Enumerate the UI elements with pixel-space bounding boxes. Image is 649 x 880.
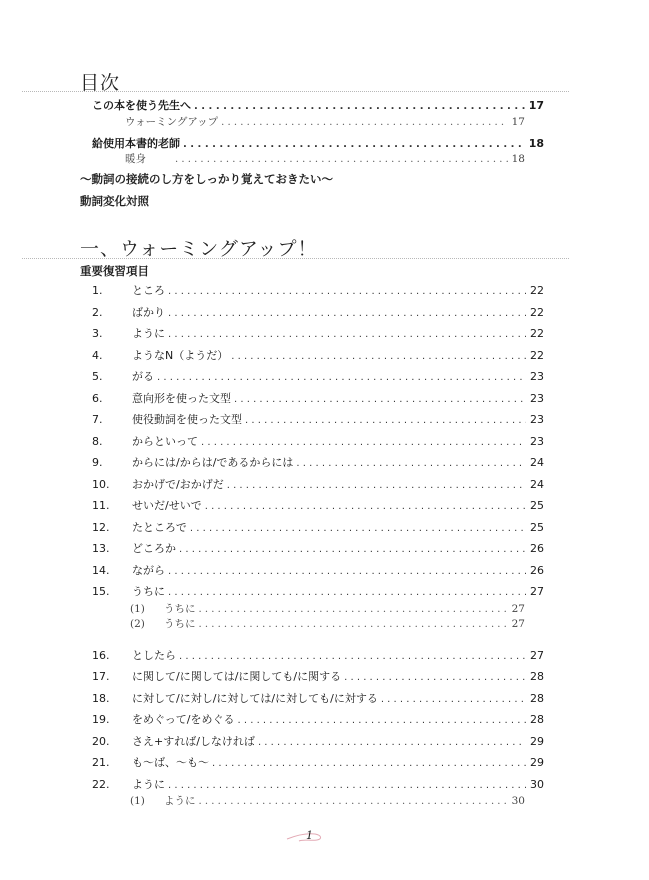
toc-entry-number: (2) [130,617,145,630]
leader-dots [168,308,526,319]
toc-entry[interactable] [92,583,544,599]
toc-entry-number: 10. [92,477,110,491]
toc-entry[interactable] [92,497,544,513]
toc-entry-page: 23 [530,370,544,383]
leader-dots [199,619,508,630]
leader-dots [212,758,526,769]
toc-entry-label: がる [132,370,154,383]
page-footer [285,827,335,847]
toc-entry[interactable] [92,304,544,320]
toc-entry-page: 22 [530,327,544,340]
toc-entry[interactable] [92,540,544,556]
leader-dots [381,694,526,705]
toc-entry[interactable] [92,97,544,113]
leader-dots [234,394,526,405]
toc-entry-label: も～ば、～も～ [132,756,209,769]
toc-entry-page: 23 [530,413,544,426]
toc-entry[interactable] [92,368,544,384]
toc-entry-page: 28 [530,691,544,705]
toc-entry-page: 17 [511,116,525,128]
toc-entry-number: 6. [92,391,103,405]
toc-entry-number: 16. [92,648,110,662]
toc-entry-label: うちに [164,602,196,615]
leader-dots [168,587,526,598]
section-rule [22,258,569,259]
toc-entry-number: 4. [92,348,103,362]
toc-entry[interactable] [92,390,544,406]
toc-entry-number: (1) [130,795,145,807]
toc-entry-number: 11. [92,499,110,512]
toc-entry-number: 3. [92,327,103,340]
toc-entry-label: ばかり [132,305,165,319]
leader-dots [245,415,526,426]
toc-entry-label: ように [132,777,165,791]
toc-entry-label: ウォーミングアップ [125,116,219,128]
leader-dots [194,101,525,112]
page-number: 1 [306,829,313,842]
toc-entry-page: 24 [530,456,544,469]
toc-entry-page: 25 [530,520,544,534]
toc-entry-number: 2. [92,305,103,319]
toc-entry-label: うちに [164,617,196,630]
toc-entry[interactable] [92,562,544,578]
leader-dots [296,458,526,469]
toc-entry-page: 28 [530,713,544,726]
section-subtitle: 重要復習項目 [80,264,149,278]
leader-dots [205,501,526,512]
toc-entry-number: 1. [92,284,103,297]
toc-entry-label: からといって [132,434,198,448]
toc-entry-number: 14. [92,563,110,577]
leader-dots [168,566,526,577]
toc-subentry[interactable] [125,151,525,166]
toc-entry[interactable] [92,282,544,298]
toc-entry[interactable] [92,647,544,663]
toc-entry[interactable] [92,668,544,684]
leader-dots [258,737,526,748]
toc-entry[interactable] [92,776,544,792]
toc-entry-page: 30 [511,795,525,807]
toc-entry-page: 22 [530,305,544,319]
toc-entry-label: からには/からは/であるからには [132,456,294,469]
toc-subentry[interactable] [130,616,525,631]
leader-dots [221,117,507,128]
toc-entry-label: ところ [132,284,165,297]
leader-dots [238,715,527,726]
leader-dots [168,329,526,340]
toc-entry-page: 22 [530,348,544,362]
toc-entry[interactable] [92,519,544,535]
toc-entry-label: たところで [132,520,187,534]
toc-subentry[interactable] [125,114,525,129]
toc-entry-number: 18. [92,691,110,705]
toc-entry-label: うちに [132,585,165,598]
toc-entry-number: 20. [92,734,110,748]
leader-dots [179,544,526,555]
toc-entry-label: としたら [132,648,176,662]
toc-note[interactable]: 動詞変化対照 [80,194,149,208]
toc-subentry[interactable] [130,793,525,808]
leader-dots [168,286,526,297]
toc-entry-label: どころか [132,542,176,555]
leader-dots [344,672,526,683]
section-title: 一、ウォーミングアップ！ [80,238,318,260]
toc-entry-page: 22 [530,284,544,297]
leader-dots [227,480,526,491]
toc-entry-page: 29 [530,756,544,769]
toc-entry-page: 25 [530,499,544,512]
toc-entry-page: 27 [511,602,525,615]
toc-entry-page: 18 [511,153,525,165]
toc-entry-page: 30 [530,777,544,791]
leader-dots [190,523,526,534]
leader-dots [175,154,508,165]
toc-entry-label: せいだ/せいで [132,499,202,512]
leader-dots [157,372,526,383]
toc-entry-label: 給使用本書的老師 [92,137,180,150]
toc-entry-label: ように [164,795,196,807]
toc-entry[interactable] [92,454,544,470]
toc-entry-label: さえ+すれば/しなければ [132,734,255,748]
toc-entry-number: 21. [92,756,110,769]
leader-dots [179,651,526,662]
toc-entry-label: ように [132,327,165,340]
toc-entry-page: 27 [511,617,525,630]
toc-entry-number: 19. [92,713,110,726]
toc-entry[interactable] [92,754,544,770]
toc-entry-page: 26 [530,563,544,577]
toc-entry-number: 17. [92,670,110,683]
toc-entry[interactable] [92,135,544,151]
leader-dots [199,604,508,615]
toc-entry-page: 24 [530,477,544,491]
toc-entry-number: (1) [130,602,145,615]
toc-entry-label: 使役動詞を使った文型 [132,413,242,426]
toc-entry-number: 15. [92,585,110,598]
toc-entry-number: 22. [92,777,110,791]
toc-entry-label: ながら [132,563,165,577]
toc-entry[interactable] [92,690,544,706]
leader-dots [183,139,525,150]
toc-entry-number: 5. [92,370,103,383]
toc-entry-page: 17 [528,99,544,112]
toc-entry-number: 12. [92,520,110,534]
leader-dots [231,351,526,362]
toc-entry-number: 9. [92,456,103,469]
toc-entry-label: ようなN（ようだ） [132,348,229,362]
toc-heading: 目次 [80,72,121,94]
leader-dots [199,796,508,807]
toc-entry[interactable] [92,476,544,492]
toc-entry-page: 23 [530,391,544,405]
toc-entry-number: 13. [92,542,110,555]
toc-entry-label: に関して/に関しては/に関しても/に関する [132,670,342,683]
toc-entry[interactable] [92,325,544,341]
toc-note[interactable]: ～動詞の接続のし方をしっかり覚えておきたい～ [80,172,333,186]
toc-entry-number: 8. [92,434,103,448]
leader-dots [201,437,526,448]
toc-entry-label: おかげで/おかげだ [132,477,224,491]
toc-entry[interactable] [92,411,544,427]
toc-entry-label: この本を使う先生へ [92,99,191,112]
toc-entry-page: 23 [530,434,544,448]
toc-entry-page: 27 [530,585,544,598]
toc-entry-label: に対して/に対し/に対しては/に対しても/に対する [132,691,378,705]
toc-entry-page: 29 [530,734,544,748]
toc-entry-page: 26 [530,542,544,555]
heading-rule [22,91,569,92]
toc-entry[interactable] [92,433,544,449]
toc-entry-page: 28 [530,670,544,683]
toc-entry-label: 暖身 [125,153,146,165]
toc-subentry[interactable] [130,601,525,616]
toc-entry-number: 7. [92,413,103,426]
toc-entry-page: 27 [530,648,544,662]
toc-entry-label: 意向形を使った文型 [132,391,231,405]
toc-entry-page: 18 [528,137,544,150]
leader-dots [168,780,526,791]
toc-entry-label: をめぐって/をめぐる [132,713,235,726]
toc-entry[interactable] [92,733,544,749]
toc-entry[interactable] [92,347,544,363]
toc-entry[interactable] [92,711,544,727]
